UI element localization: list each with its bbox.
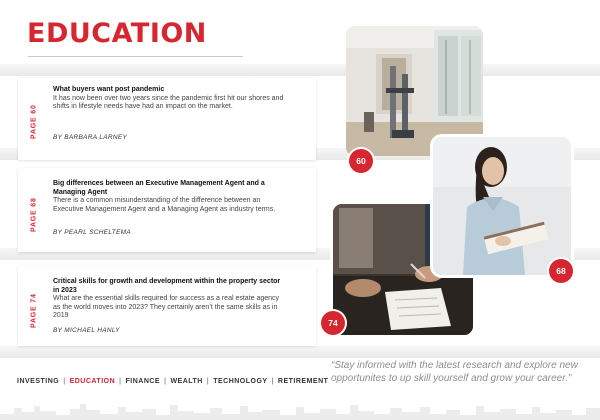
article-author: BY MICHAEL HANLY [53,327,120,334]
nav-item-retirement[interactable]: RETIREMENT [277,378,329,385]
article-card-page-74[interactable] [18,266,316,346]
title-divider [28,56,243,57]
article-headline[interactable]: Critical skills for growth and development within the property sector in 2023 [53,278,281,294]
nav-separator: | [164,378,167,385]
article-author: BY BARBARA LARNEY [53,134,128,141]
woman-with-notebook-photo[interactable] [433,137,571,275]
article-excerpt: There is a common misunderstanding of the difference between an Executive Management Agent and a Managing Agent as industry terms. [53,197,276,213]
nav-separator: | [206,378,210,385]
decorative-band [0,346,600,358]
article-excerpt: It has now been over two years since the pandemic first hit our shores and shifts in lifestyle needs have had an impact on the market. [53,94,284,111]
nav-item-investing[interactable]: INVESTING [17,378,60,385]
decorative-band [0,64,600,76]
article-headline[interactable]: Big differences between an Executive Management Agent and a Managing Agent [53,180,265,196]
pull-quote: “Stay informed with the latest research and explore new opportunites to up skill yourself and grow your career.” [331,360,578,384]
article-card-page-68[interactable] [18,168,316,252]
page-badge: 60 [349,149,373,173]
page-title: EDUCATION [27,18,207,49]
page-number-label: PAGE 68 [30,197,38,233]
page-badge: 74 [321,311,345,335]
page-number-label: PAGE 74 [30,293,38,329]
category-nav [17,378,328,385]
article-headline[interactable]: What buyers want post pandemic [53,86,165,93]
page-badge: 68 [549,259,573,283]
nav-separator: | [63,378,66,385]
skyline-decoration [0,402,600,420]
nav-item-wealth[interactable]: WEALTH [170,378,203,385]
article-card-page-60[interactable] [18,78,316,160]
nav-item-education[interactable]: EDUCATION [69,378,116,385]
article-excerpt: What are the essential skills required for success as a real estate agency as the world moves into 2023? They certainly aren’t the same skills as in 2019 [53,295,280,320]
page-number-label: PAGE 60 [30,104,38,140]
nav-item-finance[interactable]: FINANCE [125,378,161,385]
nav-separator: | [271,378,274,385]
nav-separator: | [119,378,122,385]
article-author: BY PEARL SCHELTEMA [53,229,132,236]
nav-item-technology[interactable]: TECHNOLOGY [213,378,268,385]
